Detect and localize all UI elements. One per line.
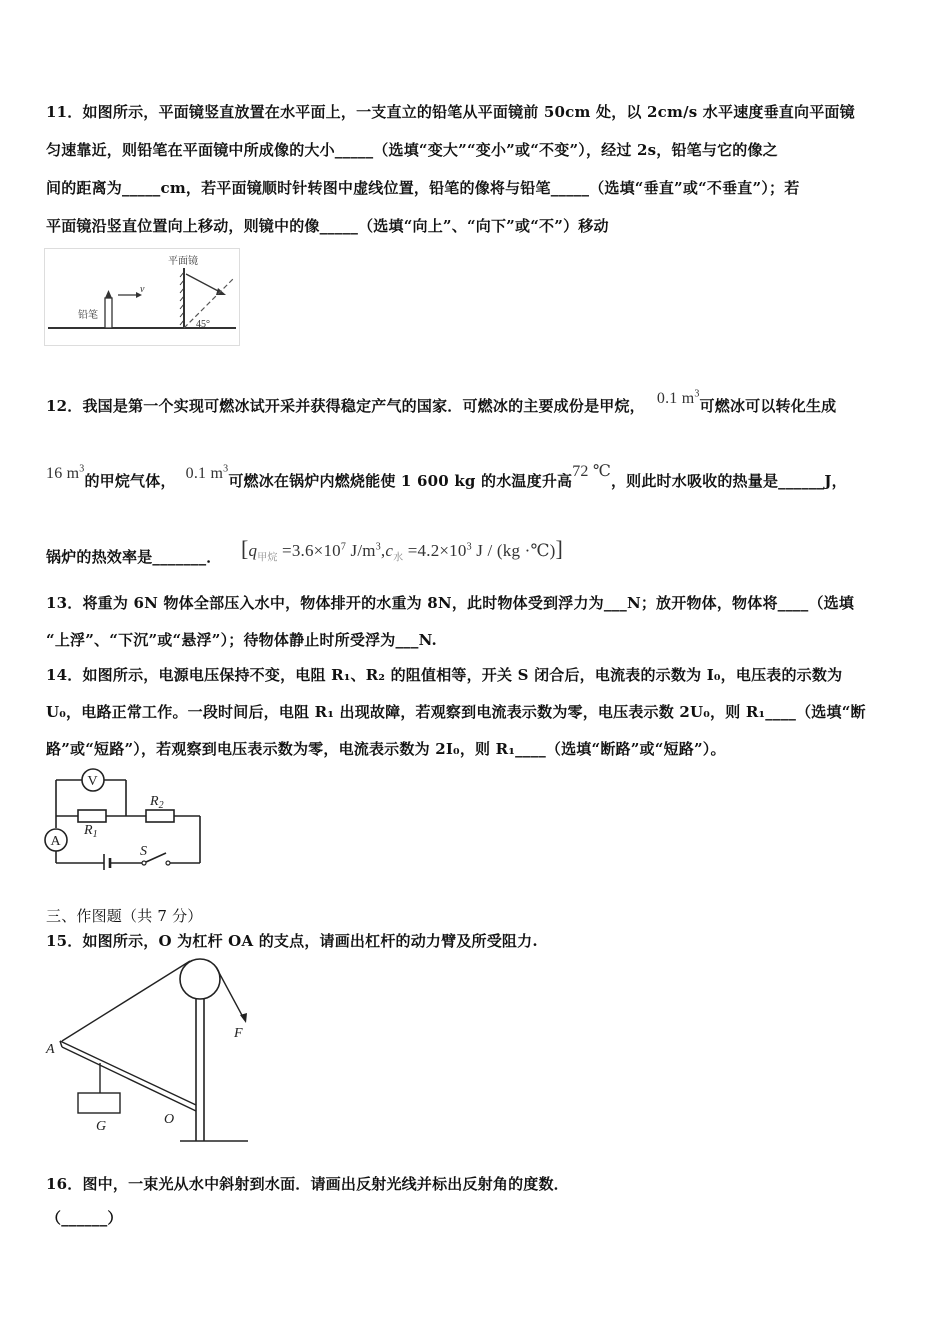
q12-constants-formula: [$q_{甲烷} =3.6\times 10^7$ $J/m^3,c_水 =4.2\times 10^3$ J / (kg ·℃)] <box>240 536 564 564</box>
q12-text-4: 可燃冰在锅炉内燃烧能使 1 600 kg 的水温度升高 <box>228 472 573 490</box>
q11-velocity-label: v <box>140 284 145 295</box>
q12-line-3 <box>46 536 564 569</box>
q12-text-5: ，则此时水吸收的热量是______J， <box>610 472 847 490</box>
q16-text: 16．图中，一束光从水中斜射到水面．请画出反射光线并标出反射角的度数． <box>46 1175 569 1193</box>
q14-r1-sub: 1 <box>92 829 98 840</box>
q12-formula-exp2: 3 <box>466 541 472 553</box>
q12-formula-4: 72 ℃ <box>572 463 611 480</box>
q14-voltmeter-label: V <box>87 774 98 789</box>
q15-lever-figure <box>44 955 250 1145</box>
q12-formula-exp-u: 3 <box>375 541 381 553</box>
q11-line-1: 11．如图所示，平面镜竖直放置在水平面上，一支直立的铅笔从平面镜前 50cm 处，以 2cm/s 水平速度垂直向平面镜 <box>46 103 855 121</box>
q14-line-2: U₀，电路正常工作。一段时间后，电阻 R₁ 出现故障，若观察到电流表示数为零，电压表示数 2U₀，则 R₁____（选填“断 <box>46 703 866 721</box>
q14-r1-label <box>83 823 98 840</box>
q12-formula-q: q <box>248 541 258 560</box>
q13-line-1: 13．将重为 6N 物体全部压入水中，物体排开的水重为 8N，此时物体受到浮力为___N；放开物体，物体将____（选填 <box>46 594 855 612</box>
q16-answer-blank: （______） <box>46 1209 123 1227</box>
q12-formula-comma: , <box>380 541 386 560</box>
q12-formula-c-sub: 水 <box>393 552 404 564</box>
q12-formula-1: 0.1 m <box>656 390 695 407</box>
q12-formula-exp1: 7 <box>340 541 347 553</box>
q11-mirror-label: 平面镜 <box>168 256 198 267</box>
q12-formula-unit1: J/m <box>346 541 376 560</box>
q12-text-6: 锅炉的热效率是_______． <box>46 548 222 566</box>
q12-text-2: 可燃冰可以转化生成 <box>699 397 837 415</box>
q14-ammeter-label: A <box>50 834 61 849</box>
q14-r2-sub: 2 <box>158 800 164 811</box>
q14-circuit-figure <box>42 766 208 870</box>
q14-line-1: 14．如图所示，电源电压保持不变，电阻 R₁、R₂ 的阻值相等，开关 S 闭合后，电流表的示数为 I₀，电压表的示数为 <box>46 666 843 684</box>
q11-line-4: 平面镜沿竖直位置向上移动，则镜中的像_____（选填“向上”、“向下”或“不”）移动 <box>46 217 609 235</box>
q11-angle-label: 45° <box>196 319 210 330</box>
q12-formula-3-sup: 3 <box>223 463 229 475</box>
q12-formula-q-sub: 甲烷 <box>257 552 278 564</box>
q14-r2-letter: R <box>150 794 159 809</box>
q12-formula-3: 0.1 m <box>185 465 224 482</box>
q12-text-1: 12．我国是第一个实现可燃冰试开采并获得稳定产气的国家．可燃冰的主要成份是甲烷， <box>46 397 645 415</box>
q12-formula-unit2: J / (kg ·℃) <box>471 541 556 560</box>
q15-o-label: O <box>164 1112 175 1127</box>
q14-line-3: 路”或“短路”），若观察到电压表示数为零，电流表示数为 2I₀，则 R₁____（选填“断路”或“短路”）。 <box>46 740 726 758</box>
q12-formula-c: c <box>385 541 394 560</box>
q12-formula-eq1: =3.6×10 <box>277 541 341 560</box>
q11-mirror-figure <box>44 248 240 346</box>
q12-formula-eq2: =4.2×10 <box>403 541 467 560</box>
q14-r2-label <box>149 794 164 811</box>
q14-switch-label: S <box>140 844 147 859</box>
q12-formula-1-sup: 3 <box>694 388 700 400</box>
q15-text: 15．如图所示，O 为杠杆 OA 的支点，请画出杠杆的动力臂及所受阻力. <box>46 932 538 950</box>
q12-formula-2: 16 m <box>46 465 80 482</box>
section-3-title: 三、作图题（共 7 分） <box>46 907 203 925</box>
q12-text-3: 的甲烷气体， <box>84 472 176 490</box>
q15-force-label: F <box>234 1026 243 1041</box>
q11-pencil-label: 铅笔 <box>78 310 98 321</box>
q15-g-label: G <box>96 1119 107 1134</box>
q15-a-label: A <box>46 1042 55 1057</box>
q12-line-1 <box>46 388 837 416</box>
q14-r1-letter: R <box>84 823 93 838</box>
q11-line-2: 匀速靠近，则铅笔在平面镜中所成像的大小_____（选填“变大”“变小”或“不变”），经过 2s，铅笔与它的像之 <box>46 141 778 159</box>
q11-line-3: 间的距离为_____cm，若平面镜顺时针转图中虚线位置，铅笔的像将与铅笔_____（选填“垂直”或“不垂直”）；若 <box>46 179 800 197</box>
q12-formula-2-sup: 3 <box>79 463 85 475</box>
q13-line-2: “上浮”、“下沉”或“悬浮”）；待物体静止时所受浮为___N. <box>46 631 437 649</box>
q12-line-2 <box>46 463 847 491</box>
